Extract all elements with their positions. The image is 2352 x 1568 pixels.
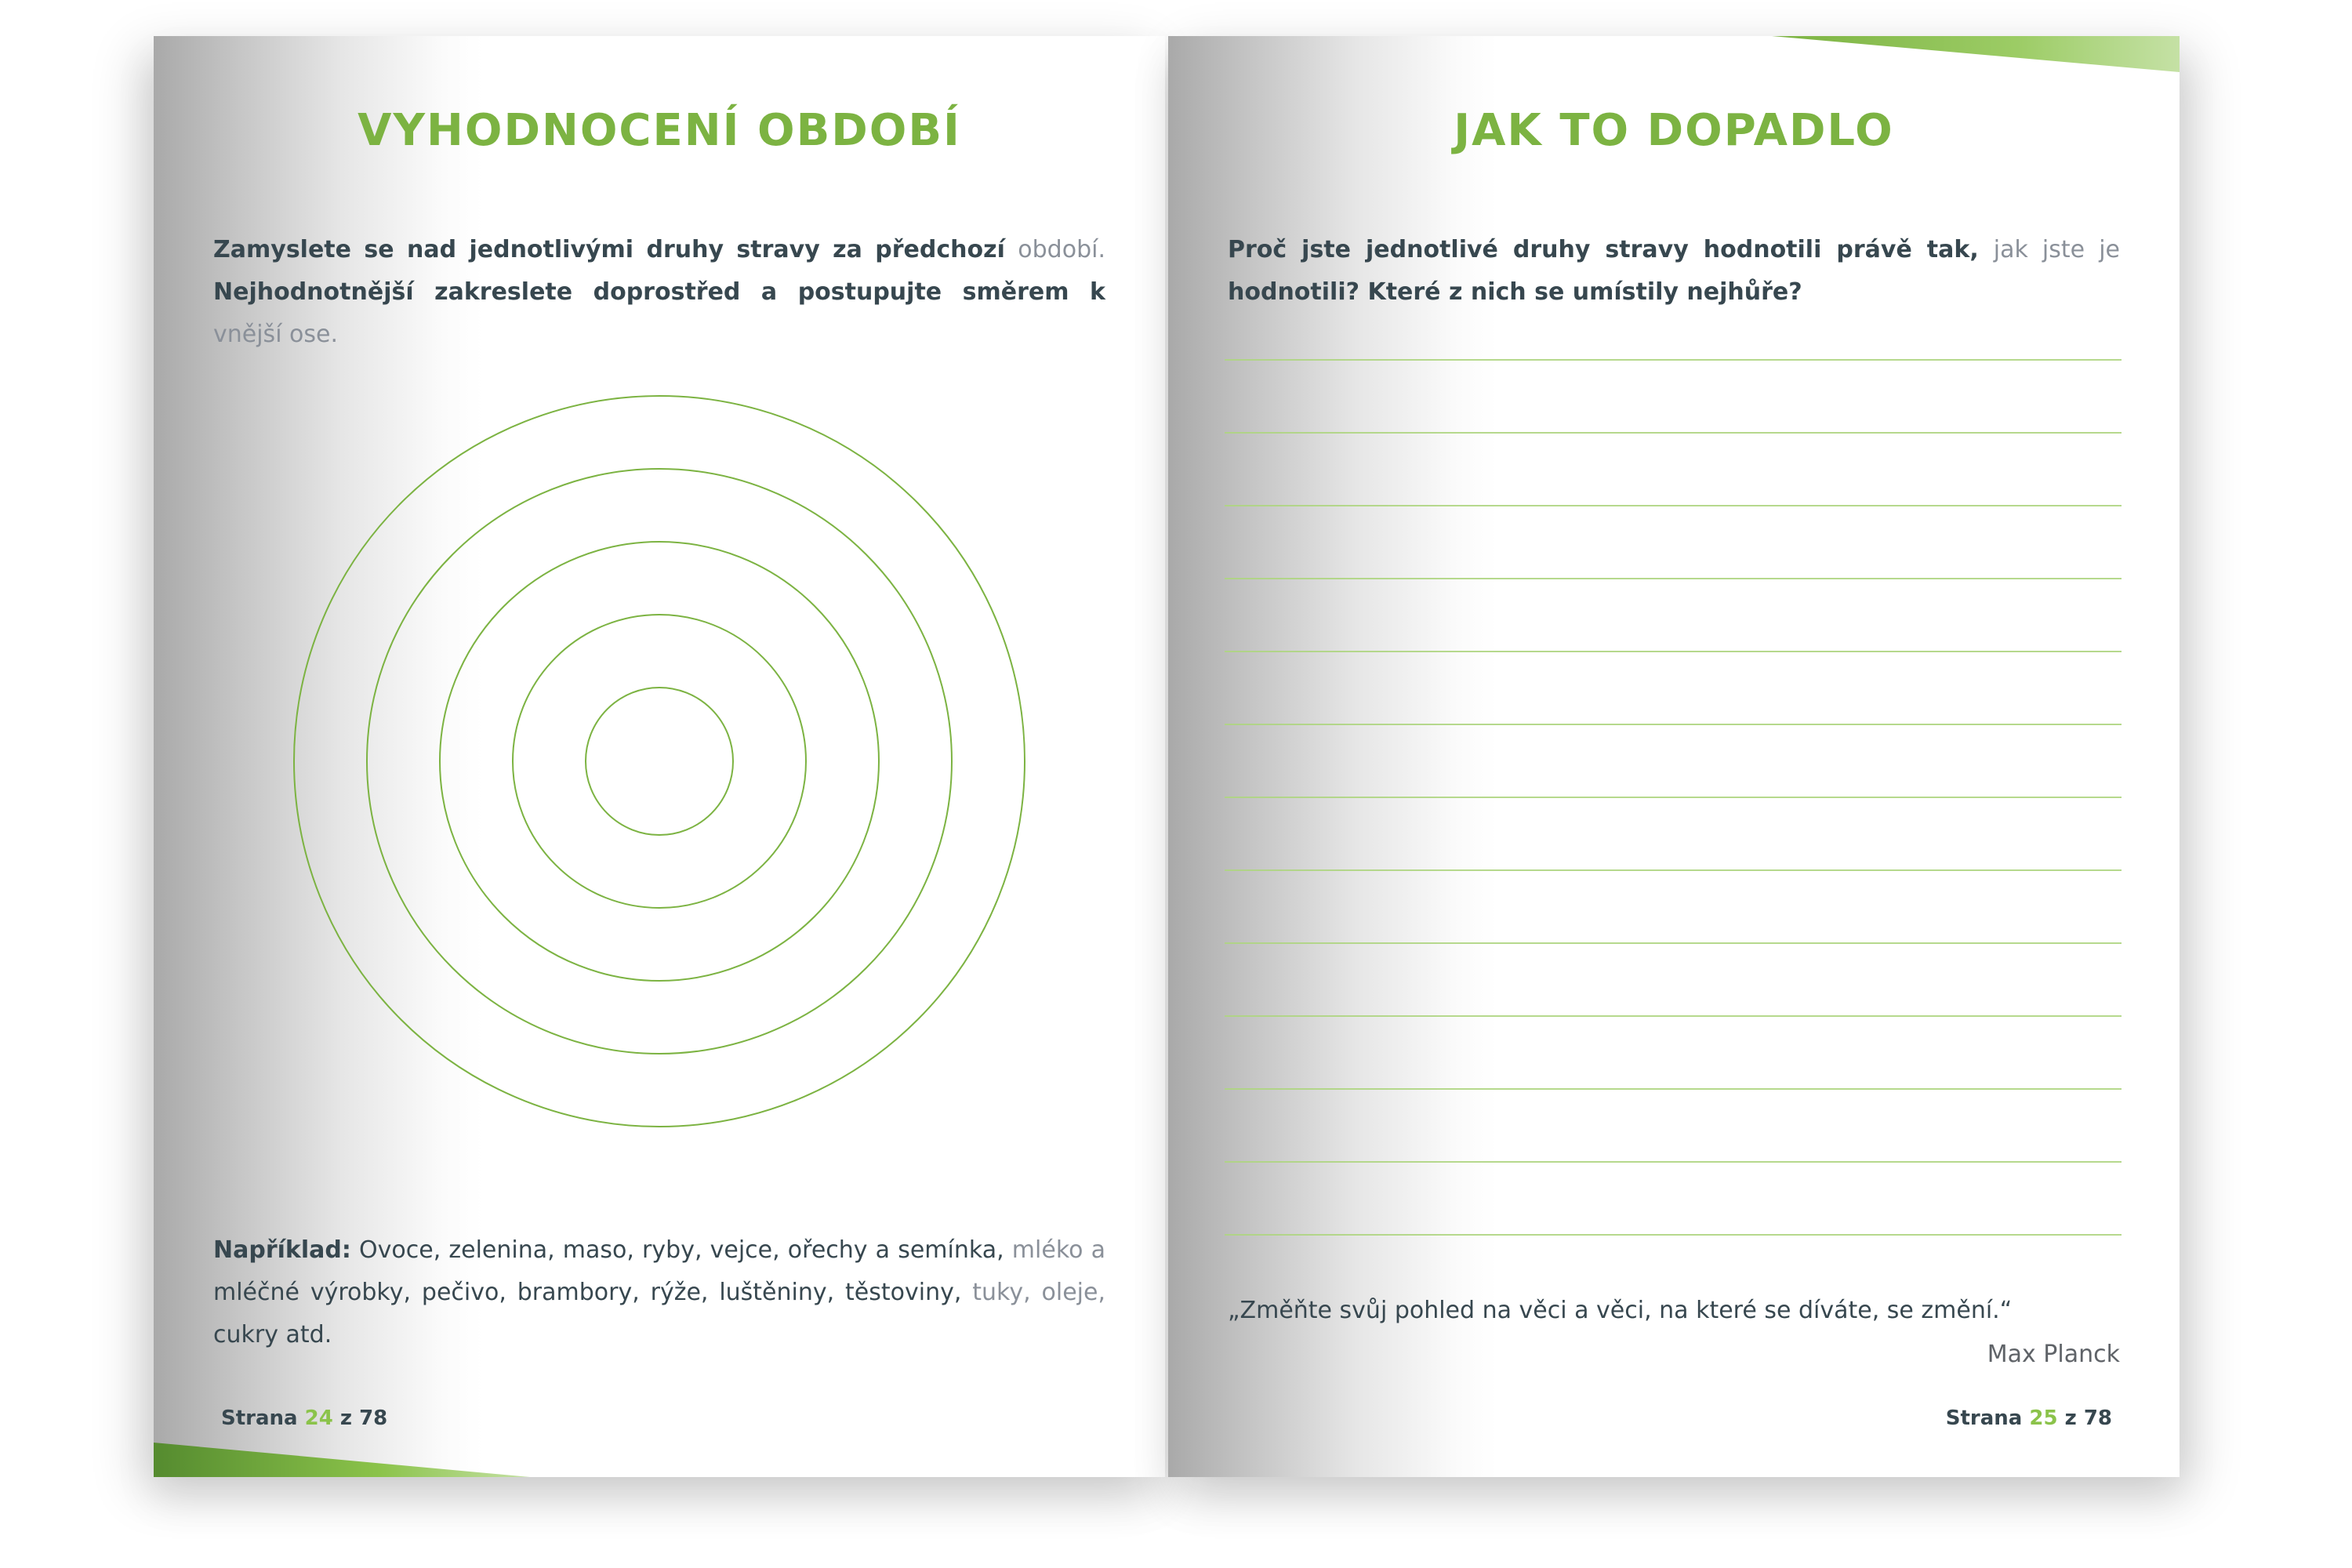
page-prefix: Strana <box>1945 1406 2023 1430</box>
writing-line[interactable] <box>1225 797 2122 798</box>
quote-text: „Změňte svůj pohled na věci a věci, na které se díváte, se změní.“ <box>1228 1297 2013 1324</box>
example-part-1-light: mléko a <box>1011 1236 1105 1264</box>
ring-5 <box>294 396 1025 1127</box>
left-page-intro <box>213 229 1105 356</box>
page-total: 78 <box>2083 1406 2112 1430</box>
intro-text-2: hodnotili? Které z nich se umístily nejhůře? <box>1228 278 1802 306</box>
right-page-intro <box>1228 229 2120 314</box>
intro-text-light: jak jste je <box>1993 236 2121 263</box>
writing-line[interactable] <box>1225 1015 2122 1017</box>
writing-lines[interactable] <box>1225 359 2122 1307</box>
example-part-1: Ovoce, zelenina, maso, ryby, vejce, ořechy a semínka, <box>359 1236 1004 1264</box>
writing-line[interactable] <box>1225 869 2122 871</box>
right-page <box>1168 36 2180 1477</box>
writing-line[interactable] <box>1225 724 2122 725</box>
writing-line[interactable] <box>1225 1161 2122 1163</box>
left-page-number <box>221 1406 387 1430</box>
page-total: 78 <box>359 1406 388 1430</box>
page-sep: z <box>2064 1406 2077 1430</box>
intro-text-2: Nejhodnotnější zakreslete doprostřed a postupujte směrem k <box>213 278 1105 306</box>
example-label: Například: <box>213 1236 351 1264</box>
example-part-2: mléčné výrobky, pečivo, brambory, rýže, luštěniny, těstoviny, <box>213 1279 962 1306</box>
writing-line[interactable] <box>1225 359 2122 361</box>
writing-line[interactable] <box>1225 1234 2122 1236</box>
intro-text: Zamyslete se nad jednotlivými druhy stravy za předchozí <box>213 236 1005 263</box>
intro-text: Proč jste jednotlivé druhy stravy hodnotili právě tak, <box>1228 236 1979 263</box>
page-current: 24 <box>304 1406 333 1430</box>
green-corner-wedge <box>154 1443 530 1477</box>
intro-text-light-2: vnější ose. <box>213 321 339 348</box>
writing-line[interactable] <box>1225 432 2122 434</box>
ring-1 <box>586 688 733 835</box>
page-sep: z <box>339 1406 353 1430</box>
example-part-2-light: tuky, oleje, <box>972 1279 1105 1306</box>
page-prefix: Strana <box>221 1406 298 1430</box>
left-page-title: VYHODNOCENÍ OBDOBÍ <box>358 105 961 156</box>
writing-line[interactable] <box>1225 578 2122 579</box>
writing-line[interactable] <box>1225 942 2122 944</box>
quote-author: Max Planck <box>1987 1341 2120 1368</box>
page-current: 25 <box>2029 1406 2058 1430</box>
concentric-target-diagram <box>291 393 1028 1130</box>
example-part-3: cukry atd. <box>213 1321 332 1348</box>
writing-line[interactable] <box>1225 651 2122 652</box>
ring-3 <box>440 542 879 981</box>
ring-4 <box>367 469 952 1054</box>
green-corner-wedge <box>1772 36 2180 72</box>
ring-2 <box>513 615 806 908</box>
right-page-number <box>1946 1406 2112 1430</box>
example-text <box>213 1229 1105 1356</box>
intro-text-light: období. <box>1018 236 1105 263</box>
writing-line[interactable] <box>1225 1088 2122 1090</box>
left-page <box>154 36 1165 1477</box>
right-page-title: JAK TO DOPADLO <box>1454 105 1894 156</box>
writing-line[interactable] <box>1225 505 2122 506</box>
